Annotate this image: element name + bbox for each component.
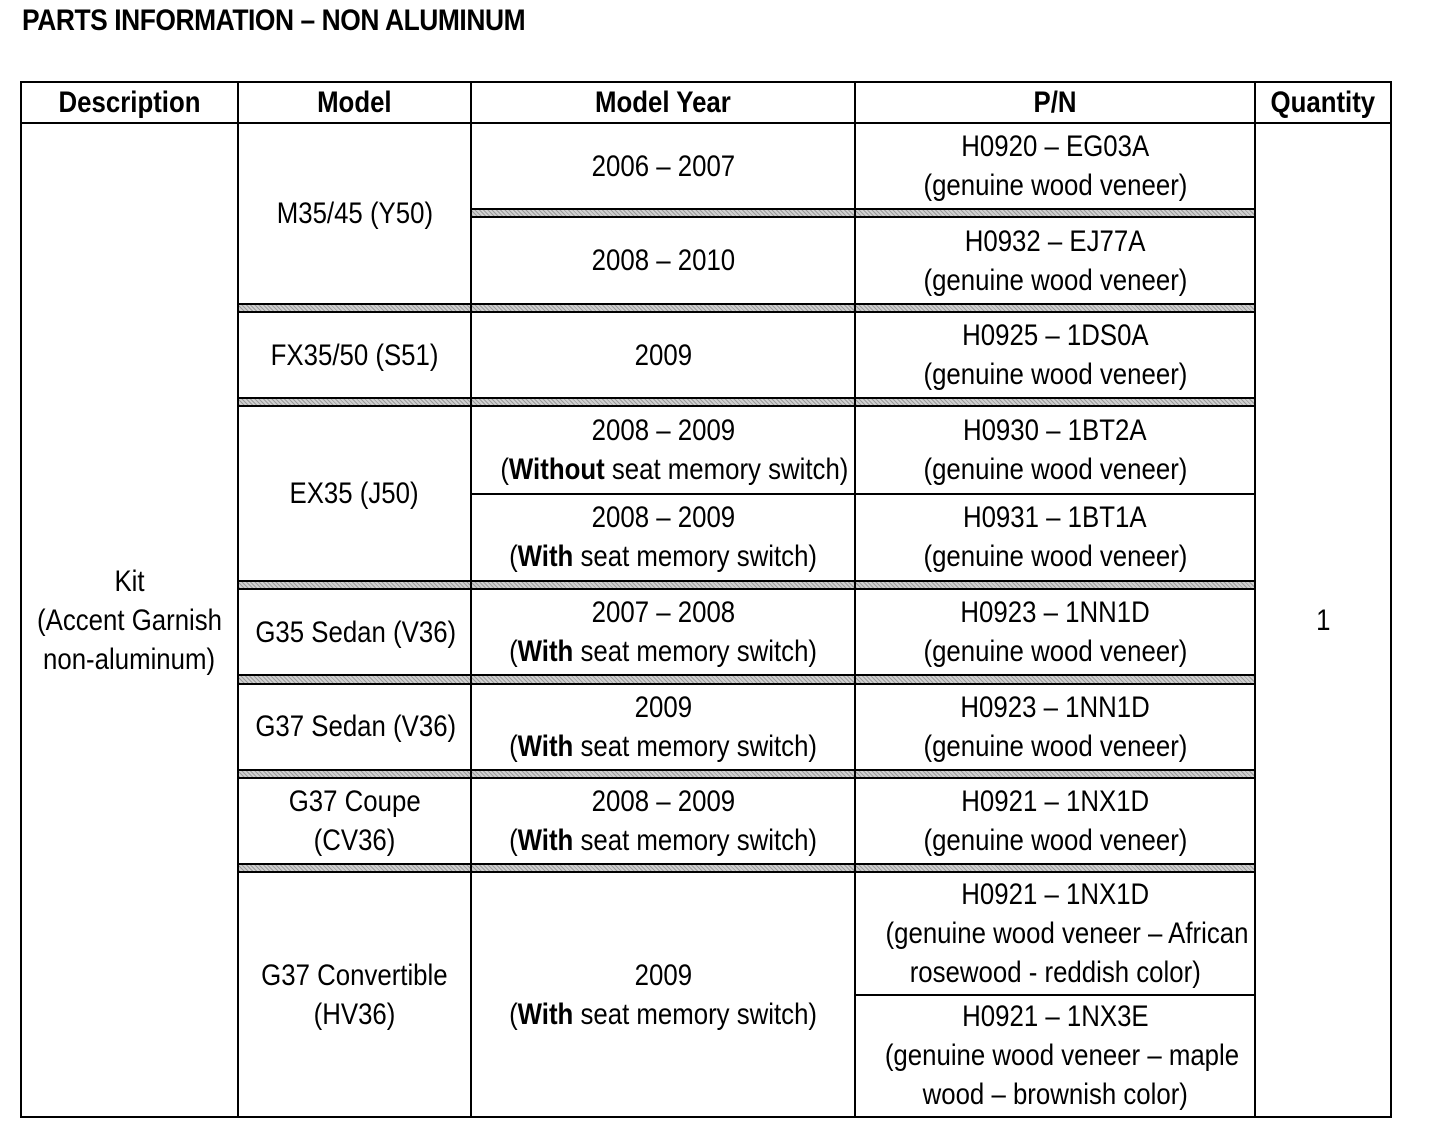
- part-note: (genuine wood veneer): [923, 824, 1187, 858]
- model-ex35: EX35 (J50): [289, 477, 420, 511]
- part-note: (genuine wood veneer – maple: [884, 1039, 1240, 1073]
- parts-table: [20, 81, 1392, 1118]
- year-cell: [471, 312, 855, 398]
- year-note: (With seat memory switch): [509, 997, 817, 1031]
- header-quantity: Quantity: [1270, 86, 1376, 119]
- model-cell: [238, 684, 471, 770]
- description-line: non-aluminum): [43, 642, 216, 676]
- model-cell: [238, 406, 471, 581]
- year-cell: [471, 589, 855, 675]
- part-number: H0932 – EJ77A: [964, 224, 1146, 258]
- pn-cell: [855, 494, 1255, 581]
- year-g37-sedan: 2009: [634, 690, 692, 724]
- pn-cell: [855, 217, 1255, 303]
- part-number: H0921 – 1NX3E: [961, 1000, 1149, 1034]
- part-note: rosewood - reddish color): [909, 956, 1201, 990]
- model-cell: [238, 589, 471, 675]
- year-ex35-b: 2008 – 2009: [591, 501, 735, 535]
- year-fx35: 2009: [634, 338, 692, 372]
- year-cell: [471, 123, 855, 209]
- part-number: H0923 – 1NN1D: [960, 596, 1150, 630]
- model-cell: [238, 123, 471, 304]
- year-cell: [471, 406, 855, 493]
- year-note: (Without seat memory switch): [500, 453, 849, 486]
- header-model-year: Model Year: [595, 86, 731, 119]
- quantity-cell: [1255, 123, 1391, 1117]
- model-fx35: FX35/50 (S51): [270, 338, 439, 372]
- year-g37-convertible: 2009: [634, 958, 692, 992]
- year-cell: [471, 217, 855, 303]
- part-number: H0931 – 1BT1A: [963, 501, 1147, 535]
- pn-cell: [855, 872, 1255, 994]
- header-model: Model: [317, 86, 392, 119]
- model-g37-coupe: G37 Coupe: [288, 785, 421, 819]
- model-g35-sedan: G35 Sedan (V36): [255, 615, 457, 649]
- part-note: (genuine wood veneer): [923, 358, 1187, 392]
- model-g37-convertible: G37 Convertible: [261, 958, 448, 992]
- part-note: (genuine wood veneer): [923, 540, 1187, 574]
- model-g37-convertible-code: (HV36): [313, 997, 396, 1031]
- year-cell: [471, 684, 855, 770]
- header-pn: P/N: [1033, 86, 1077, 119]
- part-note: (genuine wood veneer – African: [885, 917, 1249, 951]
- year-g37-coupe: 2008 – 2009: [591, 785, 735, 819]
- year-note: (With seat memory switch): [509, 729, 817, 763]
- pn-cell: [855, 589, 1255, 675]
- model-g37-coupe-code: (CV36): [313, 824, 396, 858]
- model-m35: M35/45 (Y50): [276, 196, 433, 230]
- part-note: (genuine wood veneer): [923, 635, 1187, 669]
- part-note: wood – brownish color): [922, 1078, 1188, 1112]
- part-number: H0923 – 1NN1D: [960, 690, 1150, 724]
- table-header-row: [21, 82, 1391, 123]
- year-note: (With seat memory switch): [509, 635, 817, 669]
- part-number: H0920 – EG03A: [961, 130, 1149, 164]
- year-m35-b: 2008 – 2010: [591, 244, 735, 278]
- year-note: (With seat memory switch): [509, 540, 817, 574]
- part-number: H0921 – 1NX1D: [961, 785, 1149, 819]
- year-cell: [471, 872, 855, 1117]
- page-title: PARTS INFORMATION – NON ALUMINUM: [22, 4, 526, 37]
- model-g37-sedan: G37 Sedan (V36): [255, 710, 457, 744]
- part-number: H0930 – 1BT2A: [963, 414, 1147, 447]
- part-number: H0925 – 1DS0A: [961, 319, 1149, 353]
- part-note: (genuine wood veneer): [923, 453, 1187, 486]
- pn-cell: [855, 995, 1255, 1117]
- pn-cell: [855, 123, 1255, 209]
- model-cell: [238, 872, 471, 1117]
- model-cell: [238, 312, 471, 398]
- part-number: H0921 – 1NX1D: [961, 878, 1149, 912]
- year-cell: [471, 494, 855, 581]
- description-line: (Accent Garnish: [37, 603, 223, 637]
- year-g35-sedan: 2007 – 2008: [591, 596, 735, 630]
- quantity-value: 1: [1315, 603, 1331, 637]
- pn-cell: [855, 406, 1255, 493]
- pn-cell: [855, 312, 1255, 398]
- year-note: (With seat memory switch): [509, 824, 817, 858]
- description-cell: [21, 123, 238, 1117]
- pn-cell: [855, 778, 1255, 864]
- header-description: Description: [58, 86, 201, 119]
- part-note: (genuine wood veneer): [923, 169, 1187, 203]
- year-m35-a: 2006 – 2007: [591, 149, 735, 183]
- part-note: (genuine wood veneer): [923, 729, 1187, 763]
- model-cell: [238, 778, 471, 864]
- year-ex35-a: 2008 – 2009: [591, 414, 735, 447]
- year-cell: [471, 778, 855, 864]
- table-row: [21, 123, 1391, 209]
- description-line: Kit: [114, 564, 145, 598]
- part-note: (genuine wood veneer): [923, 263, 1187, 297]
- pn-cell: [855, 684, 1255, 770]
